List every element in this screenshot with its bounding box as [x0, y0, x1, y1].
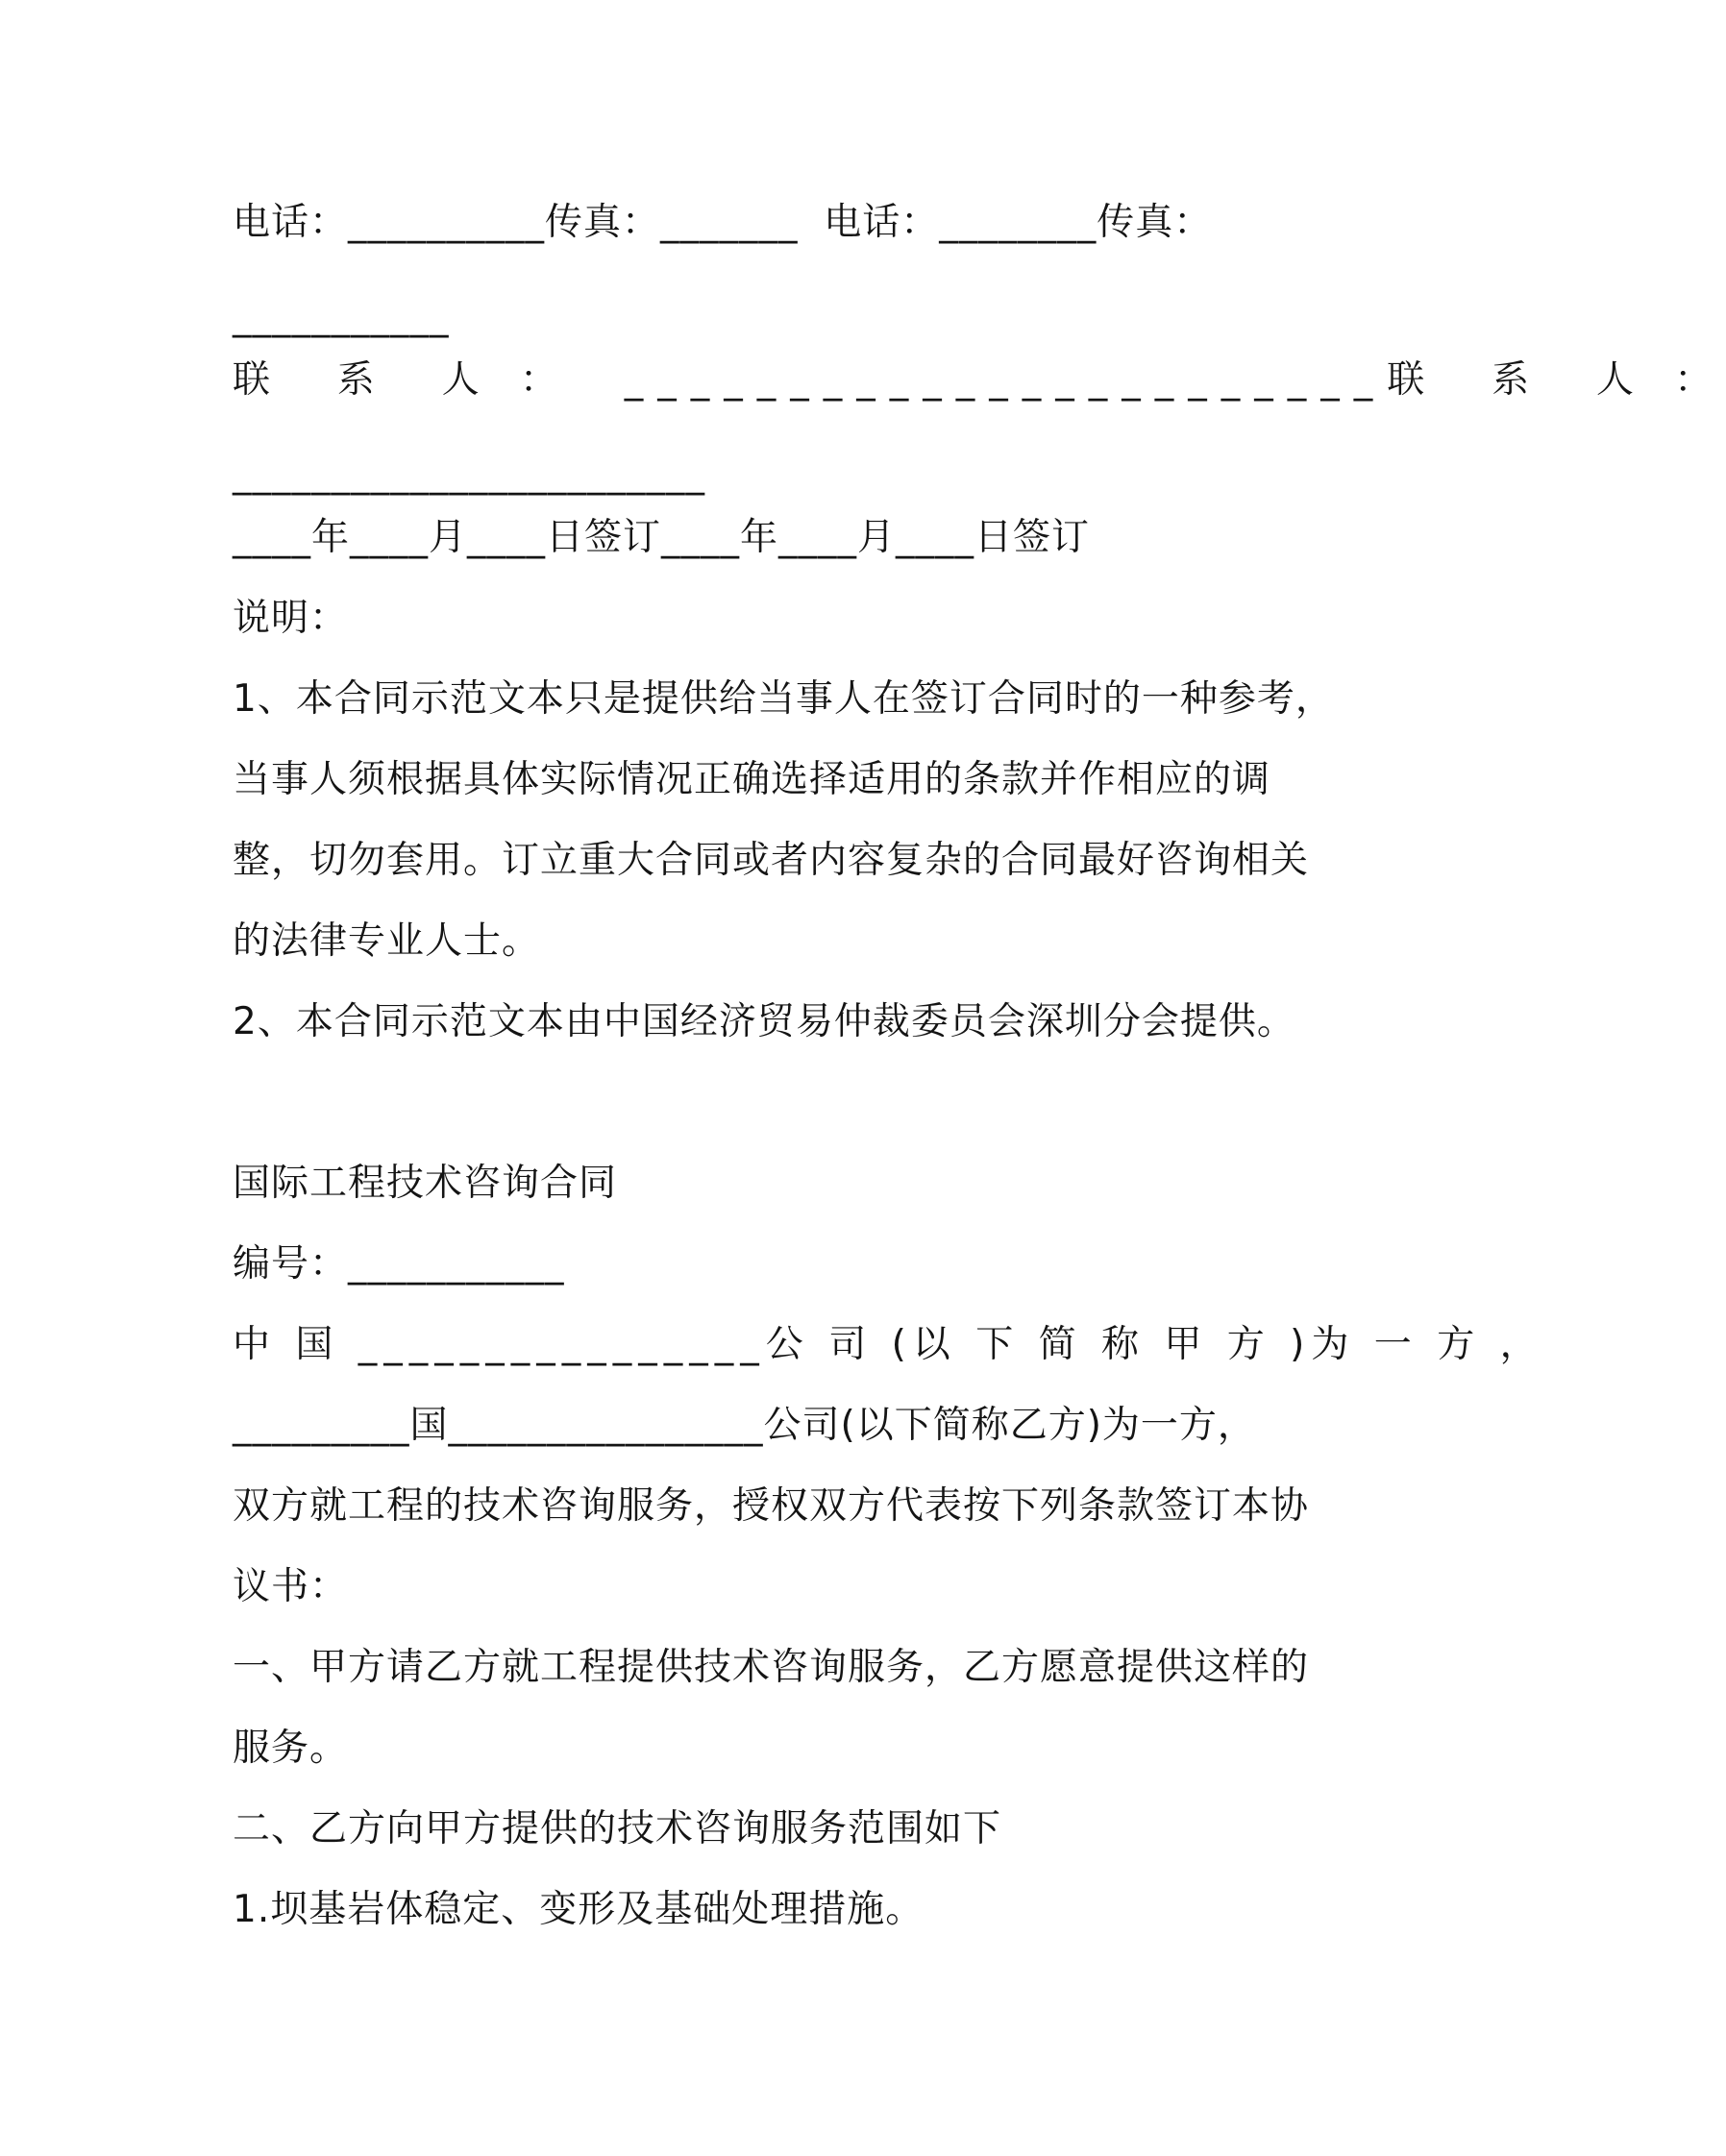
phone-fax-line-continued: ___________ — [233, 295, 450, 338]
note-1-line: 当事人须根据具体实际情况正确选择适用的条款并作相应的调 — [233, 758, 1271, 801]
agreement-line: 双方就工程的技术咨询服务，授权双方代表按下列条款签订本协 — [233, 1484, 1310, 1528]
notes-heading: 说明： — [233, 597, 349, 640]
party-a-line: 中 国 ________________公 司 (以 下 简 称 甲 方 )为 一 方 ， — [233, 1323, 1544, 1366]
contract-number-line: 编号：___________ — [233, 1242, 565, 1286]
phone-fax-line: 电话：__________传真：_______ 电话：________传真： — [233, 201, 1213, 244]
note-1-line: 1、本合同示范文本只是提供给当事人在签订合同时的一种参考， — [233, 677, 1334, 721]
note-1-line: 的法律专业人士。 — [233, 919, 541, 963]
note-1-line: 整，切勿套用。订立重大合同或者内容复杂的合同最好咨询相关 — [233, 839, 1310, 882]
clause-1-line: 一、甲方请乙方就工程提供技术咨询服务，乙方愿意提供这样的 — [233, 1646, 1310, 1689]
signing-date-line: ____年____月____日签订____年____月____日签订 — [233, 516, 1091, 559]
clause-1-line: 服务。 — [233, 1727, 349, 1770]
contract-title: 国际工程技术咨询合同 — [233, 1162, 618, 1205]
agreement-line: 议书： — [233, 1565, 349, 1608]
contact-person-line: 联 系 人 ： _______________________联 系 人 ： — [233, 358, 1726, 402]
note-2: 2、本合同示范文本由中国经济贸易仲裁委员会深圳分会提供。 — [233, 1000, 1295, 1043]
party-b-line: _________国________________公司(以下简称乙方)为一方， — [233, 1404, 1256, 1447]
contact-person-line-continued: ________________________ — [233, 453, 705, 496]
clause-2-heading: 二、乙方向甲方提供的技术咨询服务范围如下 — [233, 1807, 1002, 1850]
scope-item-1: 1.坝基岩体稳定、变形及基础处理措施。 — [233, 1888, 925, 1931]
